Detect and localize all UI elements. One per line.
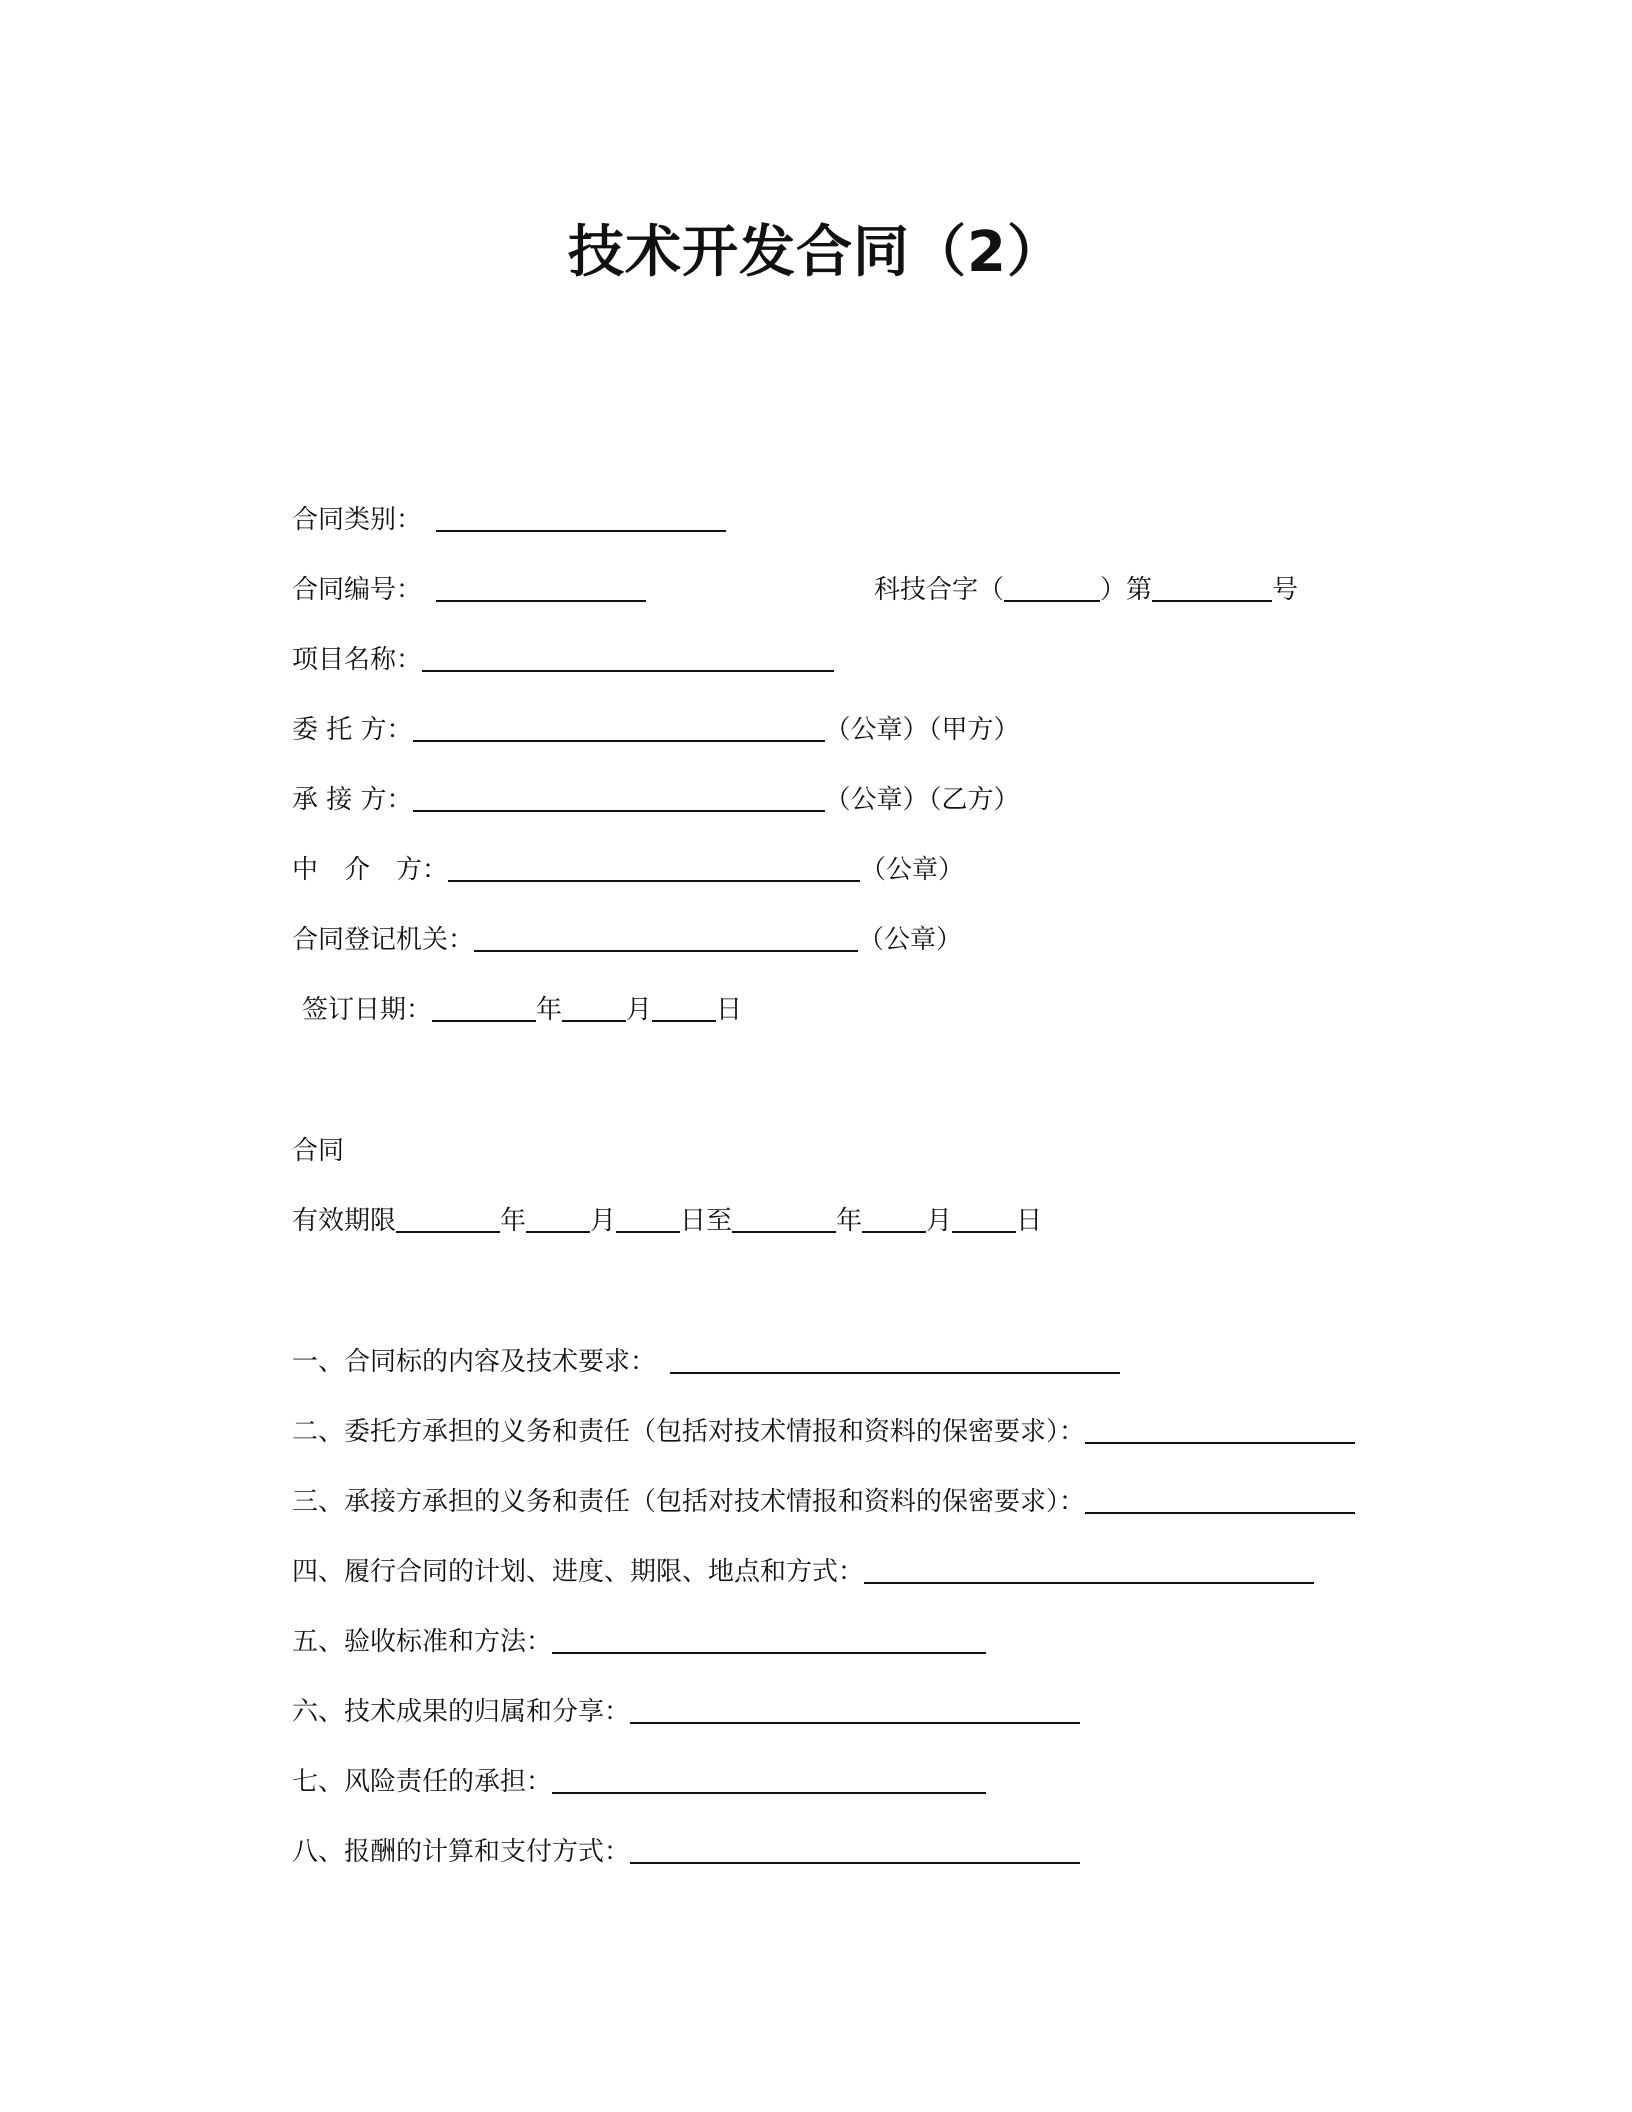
validity-label: 有效期限 bbox=[292, 1206, 397, 1236]
clause-8-label: 八、报酬的计算和支付方式： bbox=[292, 1837, 631, 1867]
clause-7-label: 七、风险责任的承担： bbox=[292, 1767, 553, 1797]
signing-month-label: 月 bbox=[626, 995, 653, 1025]
clause-6-label: 六、技术成果的归属和分享： bbox=[292, 1697, 631, 1727]
clause-5-blank[interactable] bbox=[552, 1622, 986, 1654]
contract-type-row bbox=[292, 500, 726, 540]
project-name-blank[interactable] bbox=[422, 640, 834, 672]
kj-year-blank[interactable] bbox=[1004, 570, 1100, 602]
client-suffix: （公章）（甲方） bbox=[824, 715, 1020, 745]
clause-6-blank[interactable] bbox=[630, 1692, 1080, 1724]
contract-type-blank[interactable] bbox=[436, 500, 726, 532]
document-title: 技术开发合同（2） bbox=[568, 220, 1064, 285]
clause-2-row bbox=[292, 1412, 1355, 1452]
validity-start-month-blank[interactable] bbox=[526, 1201, 590, 1233]
clause-4-label: 四、履行合同的计划、进度、期限、地点和方式： bbox=[292, 1557, 865, 1587]
clause-4-row bbox=[292, 1552, 1314, 1592]
contractor-row bbox=[292, 780, 1020, 820]
kj-number-blank[interactable] bbox=[1152, 570, 1272, 602]
signing-year-label: 年 bbox=[536, 995, 563, 1025]
signing-date-row bbox=[302, 990, 742, 1030]
clause-3-row bbox=[292, 1482, 1355, 1522]
clause-2-blank[interactable] bbox=[1085, 1412, 1355, 1444]
registry-row bbox=[292, 920, 962, 960]
client-row bbox=[292, 710, 1020, 750]
signing-day-blank[interactable] bbox=[652, 990, 716, 1022]
clause-4-blank[interactable] bbox=[864, 1552, 1314, 1584]
kj-number-row bbox=[874, 570, 1298, 610]
contractor-blank[interactable] bbox=[413, 780, 825, 812]
clause-8-row bbox=[292, 1832, 1080, 1872]
validity-day-to-label: 日至 bbox=[680, 1206, 733, 1236]
signing-year-blank[interactable] bbox=[432, 990, 536, 1022]
kj-prefix: 科技合字（ bbox=[874, 575, 1005, 605]
validity-end-month-label: 月 bbox=[926, 1206, 953, 1236]
clause-1-blank[interactable] bbox=[670, 1342, 1120, 1374]
contractor-label: 承 接 方： bbox=[292, 785, 413, 815]
contract-number-label: 合同编号： bbox=[292, 575, 423, 605]
contractor-suffix: （公章）（乙方） bbox=[824, 785, 1020, 815]
clause-7-row bbox=[292, 1762, 986, 1802]
contract-type-label: 合同类别： bbox=[292, 505, 423, 535]
clause-6-row bbox=[292, 1692, 1080, 1732]
validity-end-year-blank[interactable] bbox=[732, 1201, 836, 1233]
intermediary-row bbox=[292, 850, 964, 890]
registry-label: 合同登记机关： bbox=[292, 925, 475, 955]
validity-heading-text: 合同 bbox=[292, 1136, 345, 1166]
validity-start-year-label: 年 bbox=[500, 1206, 527, 1236]
client-label: 委 托 方： bbox=[292, 715, 413, 745]
clause-8-blank[interactable] bbox=[630, 1832, 1080, 1864]
clause-1-label: 一、合同标的内容及技术要求： bbox=[292, 1347, 657, 1377]
validity-heading bbox=[292, 1131, 344, 1171]
clause-1-row bbox=[292, 1342, 1120, 1382]
project-name-label: 项目名称： bbox=[292, 645, 423, 675]
clause-2-label: 二、委托方承担的义务和责任（包括对技术情报和资料的保密要求）： bbox=[292, 1417, 1086, 1447]
clause-3-blank[interactable] bbox=[1085, 1482, 1355, 1514]
contract-number-blank[interactable] bbox=[436, 570, 646, 602]
clause-7-blank[interactable] bbox=[552, 1762, 986, 1794]
validity-start-month-label: 月 bbox=[590, 1206, 617, 1236]
registry-blank[interactable] bbox=[474, 920, 858, 952]
clause-5-label: 五、验收标准和方法： bbox=[292, 1627, 553, 1657]
validity-start-day-blank[interactable] bbox=[616, 1201, 680, 1233]
signing-date-label: 签订日期： bbox=[302, 995, 433, 1025]
client-blank[interactable] bbox=[413, 710, 825, 742]
kj-suffix: 号 bbox=[1272, 575, 1299, 605]
signing-month-blank[interactable] bbox=[562, 990, 626, 1022]
intermediary-label: 中 介 方： bbox=[292, 855, 449, 885]
intermediary-suffix: （公章） bbox=[860, 855, 965, 885]
validity-start-year-blank[interactable] bbox=[396, 1201, 500, 1233]
signing-day-label: 日 bbox=[716, 995, 743, 1025]
validity-end-month-blank[interactable] bbox=[862, 1201, 926, 1233]
clause-3-label: 三、承接方承担的义务和责任（包括对技术情报和资料的保密要求）： bbox=[292, 1487, 1086, 1517]
clause-5-row bbox=[292, 1622, 986, 1662]
validity-end-day-blank[interactable] bbox=[952, 1201, 1016, 1233]
validity-end-year-label: 年 bbox=[836, 1206, 863, 1236]
registry-suffix: （公章） bbox=[858, 925, 963, 955]
contract-number-row bbox=[292, 570, 646, 610]
validity-end-day-label: 日 bbox=[1016, 1206, 1043, 1236]
project-name-row bbox=[292, 640, 834, 680]
intermediary-blank[interactable] bbox=[448, 850, 860, 882]
kj-middle: ）第 bbox=[1100, 575, 1153, 605]
validity-row bbox=[292, 1201, 1042, 1241]
